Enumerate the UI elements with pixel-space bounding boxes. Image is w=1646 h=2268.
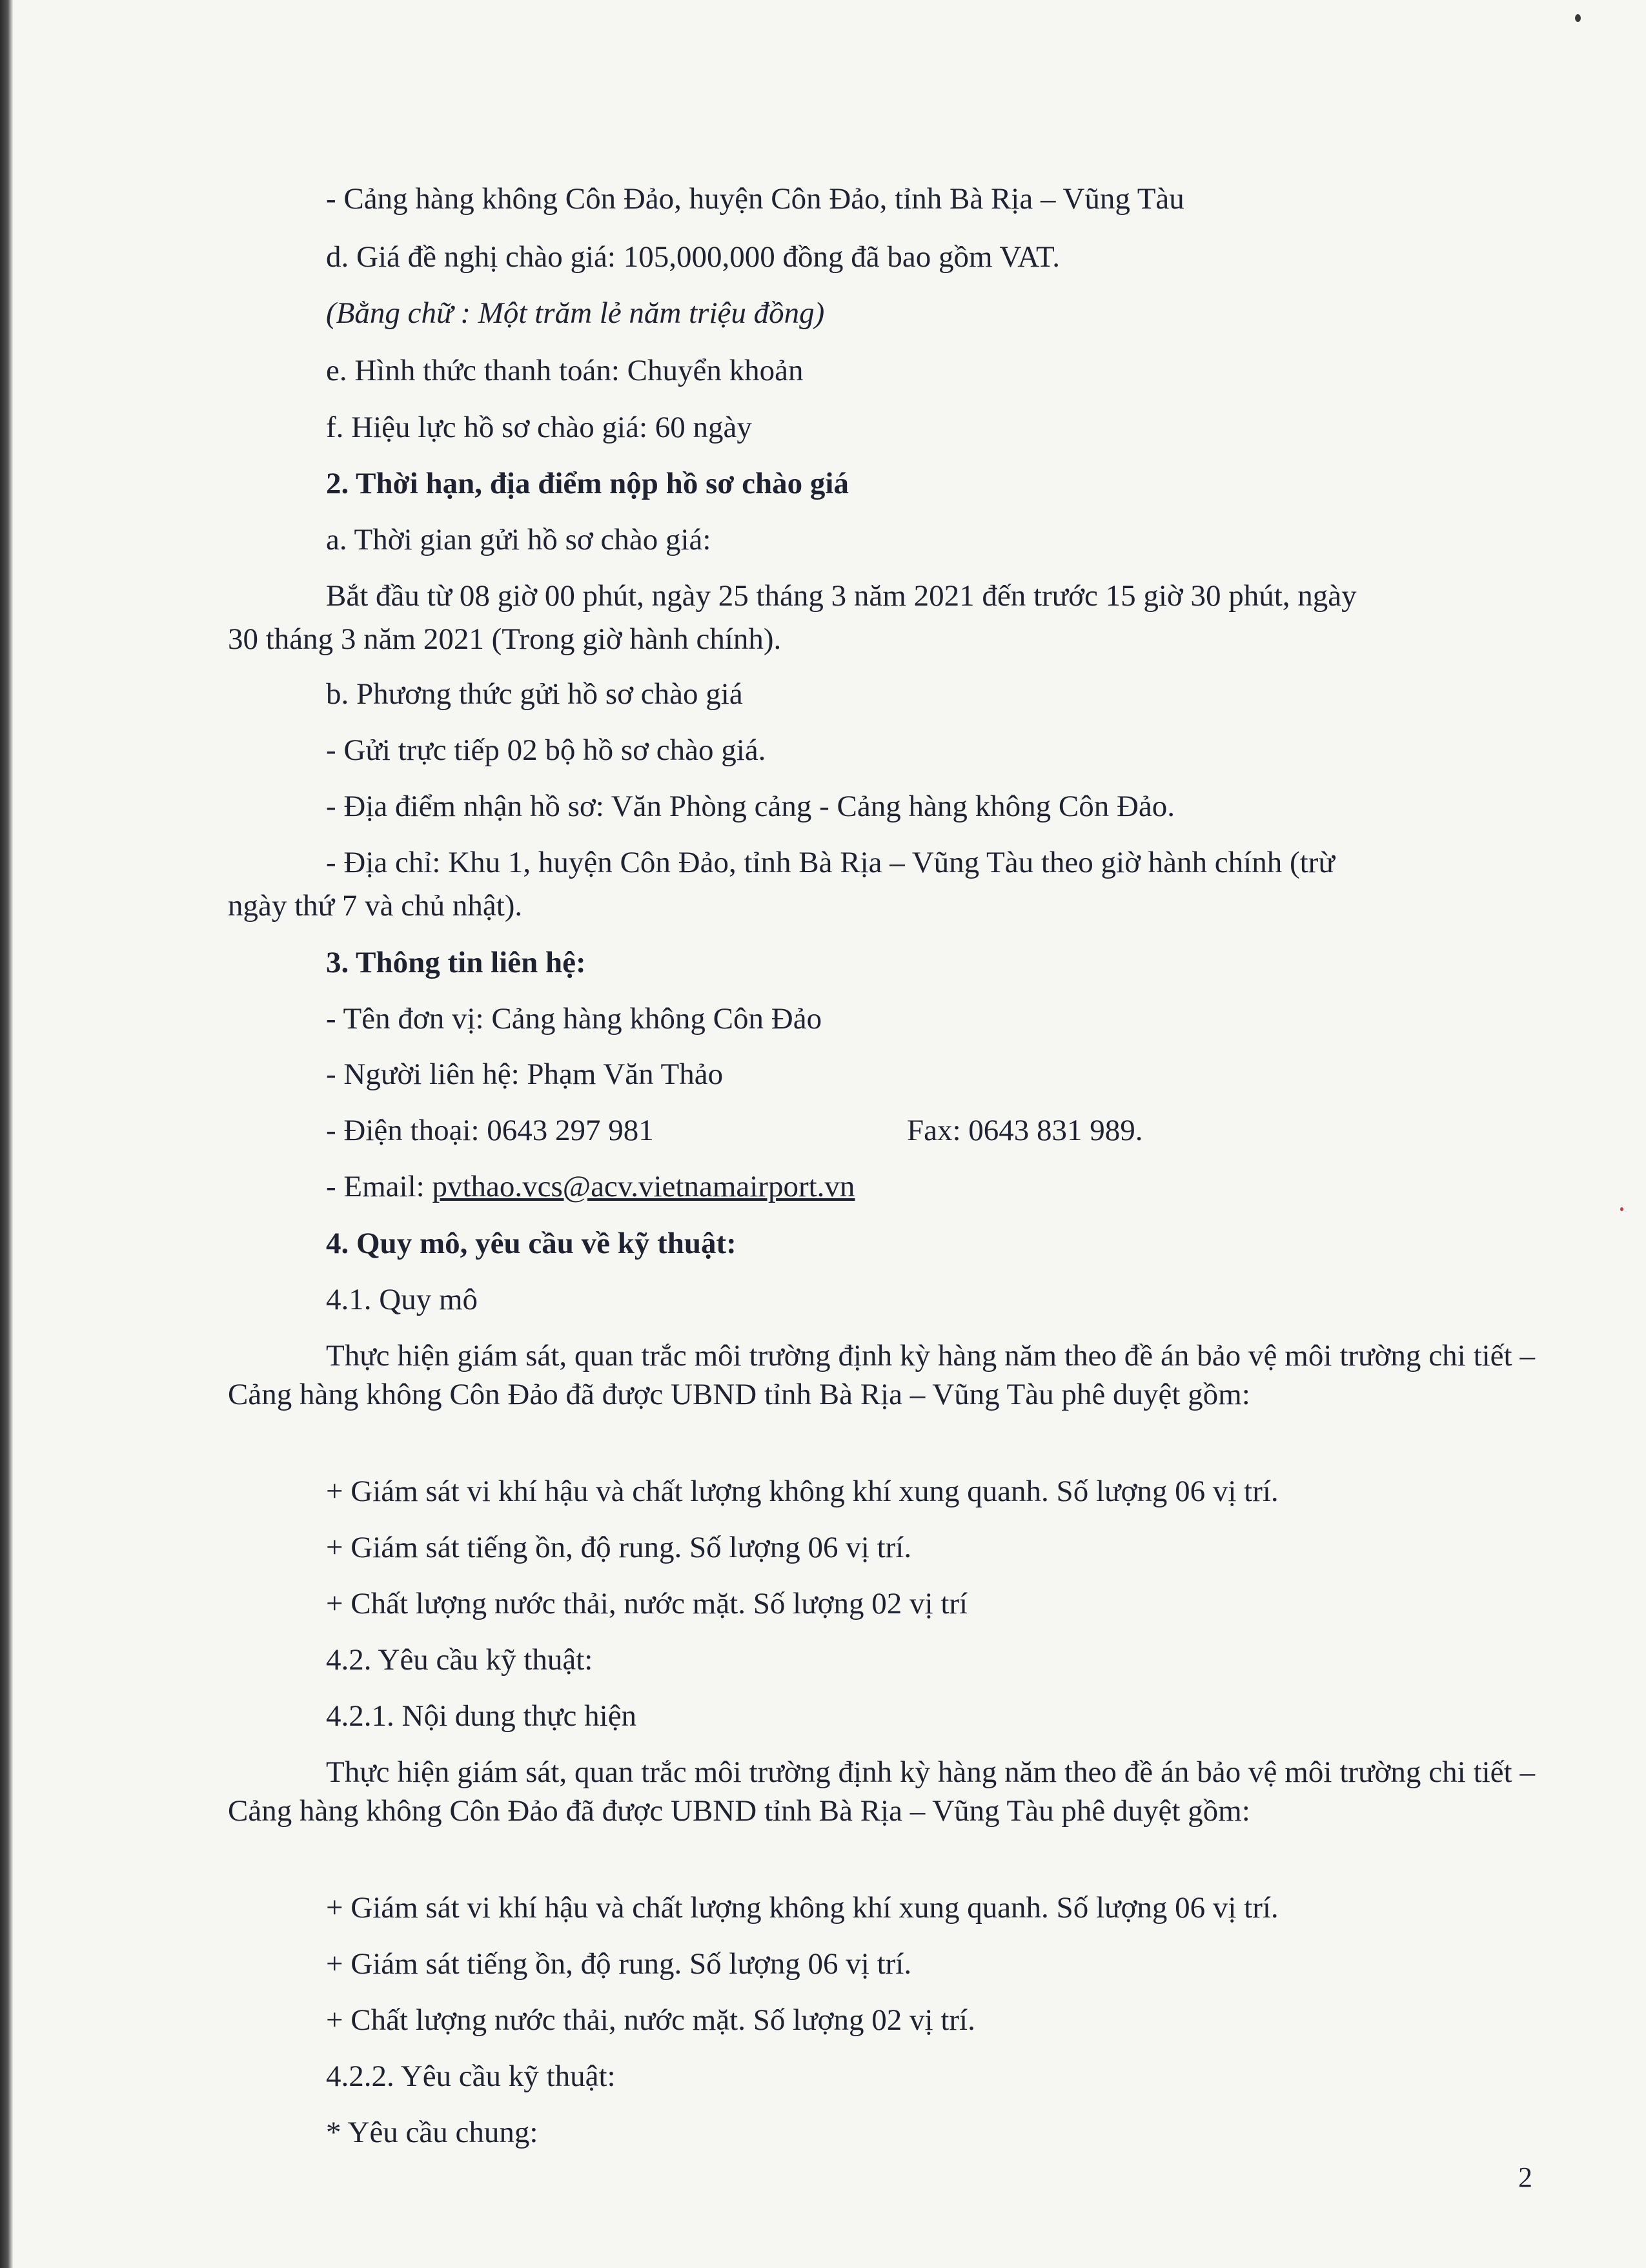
text-line-italic: (Bằng chữ : Một trăm lẻ năm triệu đồng) [326, 296, 825, 330]
list-item: + Giám sát vi khí hậu và chất lượng không khí xung quanh. Số lượng 06 vị trí. [326, 1475, 1279, 1508]
text-line: 4.2. Yêu cầu kỹ thuật: [326, 1643, 593, 1677]
list-item: + Giám sát vi khí hậu và chất lượng không khí xung quanh. Số lượng 06 vị trí. [326, 1891, 1279, 1925]
list-item: + Chất lượng nước thải, nước mặt. Số lượng 02 vị trí [326, 1587, 968, 1620]
email-link[interactable]: pvthao.vcs@acv.vietnamairport.vn [432, 1170, 855, 1203]
text-line: e. Hình thức thanh toán: Chuyển khoản [326, 354, 804, 387]
section-heading: 2. Thời hạn, địa điểm nộp hồ sơ chào giá [326, 467, 849, 500]
section-heading: 4. Quy mô, yêu cầu về kỹ thuật: [326, 1227, 737, 1260]
text-line: - Gửi trực tiếp 02 bộ hồ sơ chào giá. [326, 733, 766, 767]
text-line: * Yêu cầu chung: [326, 2116, 538, 2149]
text-line: - Tên đơn vị: Cảng hàng không Côn Đảo [326, 1002, 822, 1036]
list-item: + Chất lượng nước thải, nước mặt. Số lượng 02 vị trí. [326, 2003, 975, 2037]
text-line: d. Giá đề nghị chào giá: 105,000,000 đồng đã bao gồm VAT. [326, 240, 1060, 274]
email-line [326, 1167, 855, 1206]
text-line: f. Hiệu lực hồ sơ chào giá: 60 ngày [326, 411, 752, 444]
list-item: + Giám sát tiếng ồn, độ rung. Số lượng 06 vị trí. [326, 1947, 912, 1981]
paragraph: Thực hiện giám sát, quan trắc môi trường định kỳ hàng năm theo đề án bảo vệ môi trường chi tiết – Cảng hàng không Côn Đảo đã được UBND tỉnh Bà Rịa – Vũng Tàu phê duyệt gồm: [228, 1339, 1535, 1411]
phone-line: - Điện thoại: 0643 297 981 [326, 1114, 654, 1147]
email-label: - Email: [326, 1170, 432, 1203]
text-line: 30 tháng 3 năm 2021 (Trong giờ hành chính). [228, 622, 782, 656]
list-item: + Giám sát tiếng ồn, độ rung. Số lượng 06 vị trí. [326, 1531, 912, 1564]
text-line: b. Phương thức gửi hồ sơ chào giá [326, 677, 743, 711]
text-line: - Cảng hàng không Côn Đảo, huyện Côn Đảo, tỉnh Bà Rịa – Vũng Tàu [326, 182, 1184, 216]
paragraph: Thực hiện giám sát, quan trắc môi trường định kỳ hàng năm theo đề án bảo vệ môi trường chi tiết – Cảng hàng không Côn Đảo đã được UBND tỉnh Bà Rịa – Vũng Tàu phê duyệt gồm: [228, 1755, 1535, 1828]
text-line: 4.2.1. Nội dung thực hiện [326, 1699, 637, 1733]
fax-line: Fax: 0643 831 989. [907, 1114, 1143, 1147]
text-line: Bắt đầu từ 08 giờ 00 phút, ngày 25 tháng 3 năm 2021 đến trước 15 giờ 30 phút, ngày [326, 579, 1357, 613]
text-line: a. Thời gian gửi hồ sơ chào giá: [326, 523, 711, 557]
page-number: 2 [1518, 2161, 1532, 2193]
text-line: 4.2.2. Yêu cầu kỹ thuật: [326, 2059, 616, 2093]
text-line: - Người liên hệ: Phạm Văn Thảo [326, 1057, 724, 1091]
section-heading: 3. Thông tin liên hệ: [326, 946, 586, 979]
text-line: ngày thứ 7 và chủ nhật). [228, 889, 523, 923]
text-line: 4.1. Quy mô [326, 1283, 478, 1316]
text-line: - Địa chỉ: Khu 1, huyện Côn Đảo, tỉnh Bà Rịa – Vũng Tàu theo giờ hành chính (trừ [326, 846, 1335, 879]
text-line: - Địa điểm nhận hồ sơ: Văn Phòng cảng - Cảng hàng không Côn Đảo. [326, 790, 1175, 823]
